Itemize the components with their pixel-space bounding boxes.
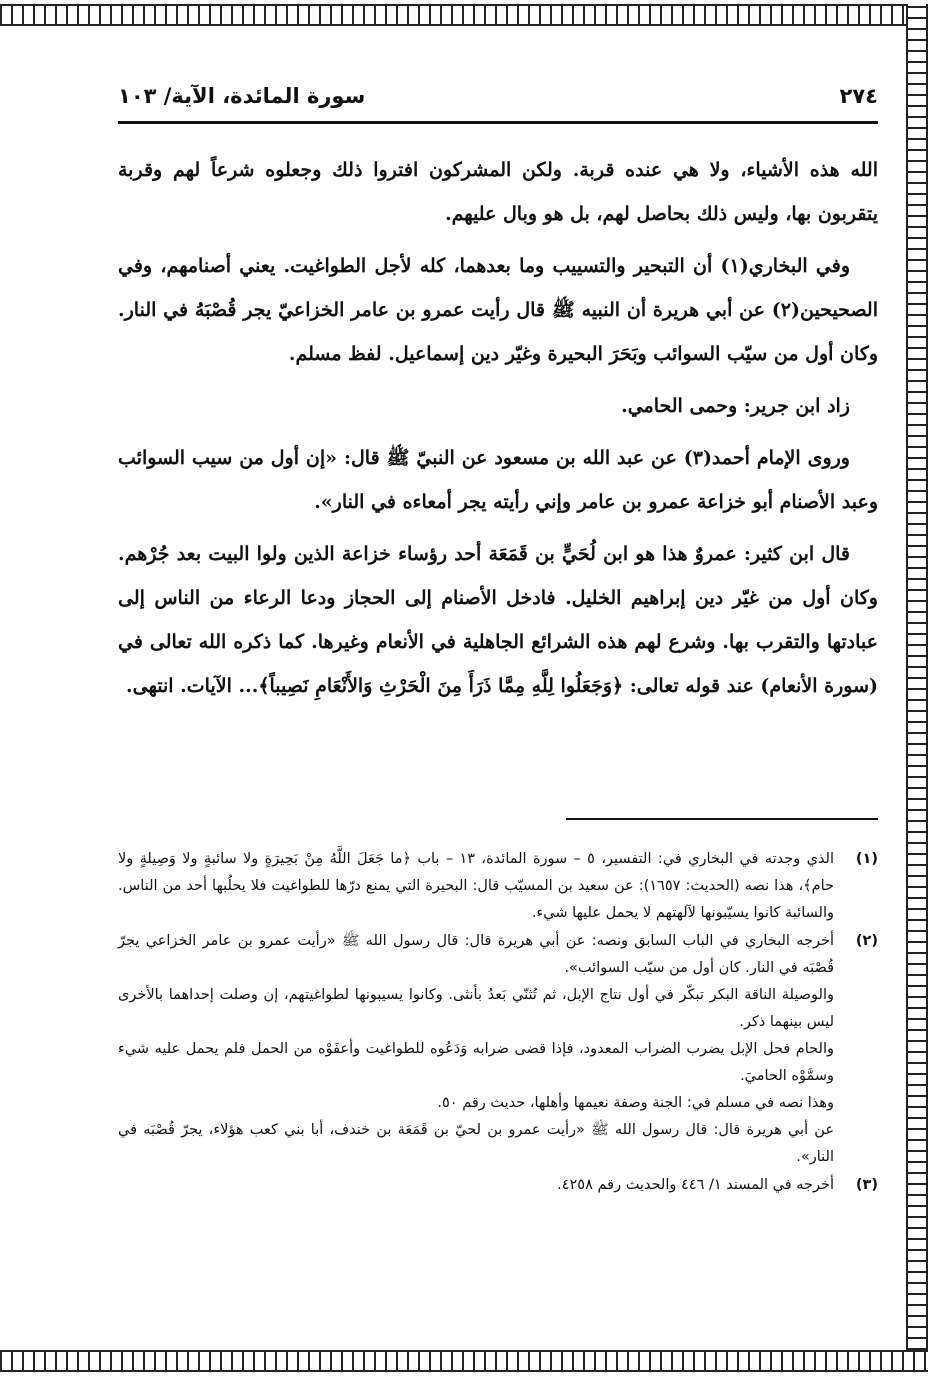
paragraph: وفي البخاري(١) أن التبحير والتسييب وما بعدهما، كله لأجل الطواغيت. يعني أصنامهم، وفي الصحيحين(٢) عن أبي هريرة أن النبيه ﷺ قال رأيت عمرو بن عامر الخزاعيّ يجر قُصْبَهُ في النار. وكان أول من سيّب السوائب وبَحَرَ البحيرة وغيّر دين إسماعيل. لفظ مسلم. (118, 255, 878, 365)
footnote-line: الذي وجدته في البخاري في: التفسير، ٥ – سورة المائدة، ١٣ – باب ﴿ما جَعَلَ اللَّهُ مِنْ بَحِيرَةٍ ولا سائبةٍ ولا وَصِيلةٍ ولا حام﴾، هذا نصه (الحديث: ١٦٥٧): عن سعيد بن المسيّب قال: البحيرة التي يمنع درّها للطواغيت فلا يحلُبها أحد من الناس. والسائبة كانوا يسيّبونها لآلهتهم لا يحمل عليها شيء. (118, 851, 835, 921)
footnote-body (118, 846, 834, 927)
footnote-body (118, 928, 834, 1171)
ornamental-border-top (0, 4, 928, 26)
footnote (118, 1172, 878, 1199)
footnote (118, 928, 878, 1171)
paragraph: الله هذه الأشياء، ولا هي عنده قربة. ولكن المشركون افتروا ذلك وجعلوه شرعاً لهم وقربة يتقربون بها، وليس ذلك بحاصل لهم، بل هو وبال عليهم. (118, 159, 878, 225)
paragraph: زاد ابن جرير: وحمى الحامي. (621, 395, 850, 417)
footnote-body (118, 1172, 834, 1199)
main-text (118, 148, 878, 716)
footnote-line: عن أبي هريرة قال: قال رسول الله ﷺ «رأيت عمرو بن لحيّ بن قَمَعَة بن خندف، أبا بني كعب هؤلاء، يجرّ قُصْبَه في النار». (118, 1122, 834, 1165)
footnote-line: أخرجه في المسند ١/ ٤٤٦ والحديث رقم ٤٢٥٨. (557, 1177, 834, 1193)
footnotes (118, 846, 878, 1200)
ornamental-border-bottom (0, 1350, 928, 1372)
footnote-mark: (٢) (855, 933, 878, 949)
footnote-mark: (١) (855, 851, 878, 867)
footnote-separator (566, 818, 878, 820)
paragraph: قال ابن كثير: عمروٌ هذا هو ابن لُحَيٍّ بن قَمَعَة أحد رؤساء خزاعة الذين ولوا البيت بعد جُرْهم. وكان أول من غيّر دين إبراهيم الخليل. فادخل الأصنام إلى الحجاز ودعا الرعاء من الناس إلى عبادتها والتقرب بها. وشرع لهم هذه الشرائع الجاهلية في الأنعام وغيرها. كما ذكره الله تعالى في (سورة الأنعام) عند قوله تعالى: ﴿وَجَعَلُوا لِلَّهِ مِمَّا ذَرَأَ مِنَ الْحَرْثِ وَالأَنْعَامِ نَصِيباً﴾... الآيات. انتهى. (118, 543, 878, 697)
footnote-line: أخرجه البخاري في الباب السابق ونصه: عن أبي هريرة قال: قال رسول الله ﷺ «رأيت عمرو بن عامر الخزاعي يجرّ قُصْبَه في النار. كان أول من سيّب السوائب». (118, 933, 834, 976)
paragraph: وروى الإمام أحمد(٣) عن عبد الله بن مسعود عن النبيّ ﷺ قال: «إن أول من سيب السوائب وعبد الأصنام أبو خزاعة عمرو بن عامر وإني رأيته يجر أمعاءه في النار». (118, 447, 878, 513)
footnote-line: والوصيلة الناقة البكر تبكّر في أول نتاج الإبل، ثم تُثنّي بَعدُ بأنثى. وكانوا يسيبونها لطواغيتهم، إن وصلت إحداهما بالأخرى ليس بينهما ذكر. (118, 987, 834, 1030)
page-number: ٢٧٤ (839, 84, 878, 108)
page-header (118, 82, 878, 116)
running-title: سورة المائدة، الآية/ ١٠٣ (118, 84, 366, 108)
header-rule (118, 121, 878, 124)
footnote-line: وهذا نصه في مسلم في: الجنة وصفة نعيمها وأهلها، حديث رقم ٥٠. (437, 1095, 834, 1111)
ornamental-border-right (906, 4, 928, 1372)
footnote-line: والحام فحل الإبل يضرب الضراب المعدود، فإذا قضى ضرابه وَدَعُوه للطواغيت وأعفَوْه من الحمل فلم يحمل عليه شيء وسمَّوْه الحاميَ. (118, 1041, 834, 1084)
footnote-mark: (٣) (855, 1177, 878, 1193)
footnote (118, 846, 878, 927)
